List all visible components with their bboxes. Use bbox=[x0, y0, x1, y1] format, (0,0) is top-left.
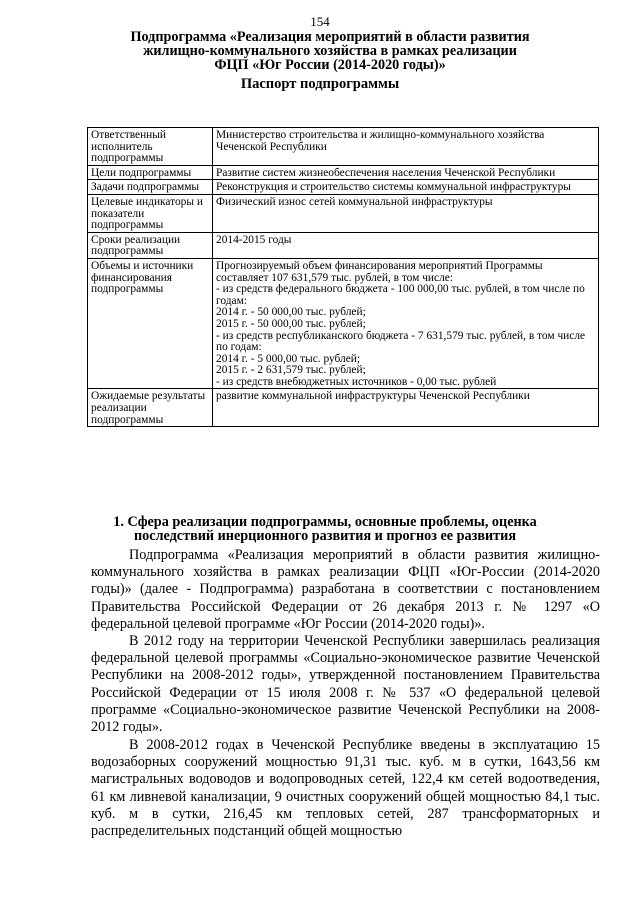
section-heading-line-1: 1. Сфера реализации подпрограммы, основные проблемы, оценка bbox=[113, 514, 537, 530]
row-value bbox=[213, 165, 599, 180]
table-row bbox=[88, 389, 599, 427]
paragraph-text: В 2008-2012 годах в Чеченской Республике введены в эксплуатацию 15 водозаборных сооружений мощностью 91,31 тыс. куб. м в сутки, 1643,56 км магистральных водоводов и водопроводных сетей, 122,4 км сетей водоотведения, 61 км ливневой канализации, 9 очистных сооружений общей мощностью 84,1 тыс. куб. м в сутки, 216,45 км тепловых сетей, 287 трансформаторных и распределительных подстанций общей мощностью bbox=[91, 737, 600, 840]
table-row bbox=[88, 128, 599, 166]
row-value-line: 2015 г. - 2 631,579 тыс. рублей; bbox=[216, 364, 366, 377]
row-value bbox=[213, 258, 599, 389]
row-label: Объемы и источники финансирования подпрограммы bbox=[88, 258, 213, 389]
row-value-line: - из средств республиканского бюджета - 7 631,579 тыс. рублей, в том числе по годам: bbox=[216, 329, 586, 354]
table-row bbox=[88, 165, 599, 180]
passport-title: Паспорт подпрограммы bbox=[240, 76, 400, 92]
row-label: Сроки реализации подпрограммы bbox=[88, 232, 213, 258]
row-value-line: Развитие систем жизнеобеспечения населения Чеченской Республики bbox=[216, 166, 556, 179]
row-label: Ответственный исполнитель подпрограммы bbox=[88, 128, 213, 166]
row-value bbox=[213, 128, 599, 166]
page-number: 154 bbox=[310, 14, 330, 29]
table-row bbox=[88, 232, 599, 258]
row-label: Задачи подпрограммы bbox=[88, 180, 213, 195]
subprogram-title-line-3: ФЦП «Юг России (2014-2020 годы)» bbox=[214, 57, 446, 73]
table-row bbox=[88, 180, 599, 195]
row-value-line: Реконструкция и строительство системы коммунальной инфраструктуры bbox=[216, 181, 571, 194]
row-value bbox=[213, 180, 599, 195]
row-value-line: Министерство строительства и жилищно-коммунального хозяйства Чеченской Республики bbox=[216, 129, 545, 153]
body-paragraph-3 bbox=[91, 737, 600, 840]
row-value-line: 2015 г. - 50 000,00 тыс. рублей; bbox=[216, 317, 366, 330]
row-value bbox=[213, 389, 599, 427]
passport-table bbox=[87, 127, 599, 427]
row-value bbox=[213, 194, 599, 232]
body-paragraph-1 bbox=[91, 547, 600, 633]
section-heading bbox=[95, 515, 555, 543]
row-value-line: 2014-2015 годы bbox=[216, 233, 292, 246]
row-value-line: 2014 г. - 50 000,00 тыс. рублей; bbox=[216, 306, 366, 319]
row-value bbox=[213, 232, 599, 258]
row-label: Ожидаемые результаты реализации подпрограммы bbox=[88, 389, 213, 427]
row-value-line: развитие коммунальной инфраструктуры Чеченской Республики bbox=[216, 390, 530, 403]
subprogram-title-line-1: Подпрограмма «Реализация мероприятий в области развития bbox=[130, 29, 530, 45]
row-label: Цели подпрограммы bbox=[88, 165, 213, 180]
subprogram-title bbox=[90, 30, 570, 72]
table-row bbox=[88, 194, 599, 232]
paragraph-text: В 2012 году на территории Чеченской Республики завершилась реализация федеральной целевой программы «Социально-экономическое развитие Чеченской Республики на 2008-2012 годы», утвержденной постановлением Правительства Российской Федерации от 15 июля 2008 г. № 537 «О федеральной целевой программе «Социально-экономическое развитие Чеченской Республики на 2008-2012 годы». bbox=[91, 633, 600, 736]
paragraph-text: Подпрограмма «Реализация мероприятий в области развития жилищно-коммунального хозяйства в рамках реализации ФЦП «Юг-России (2014-2020 годы)» (далее - Подпрограмма) разработана в соответствии с постановлением Правительства Российской Федерации от 26 декабря 2013 г. № 1297 «О федеральной целевой программе «Юг России (2014-2020 годы)». bbox=[91, 547, 600, 632]
row-value-line: Физический износ сетей коммунальной инфраструктуры bbox=[216, 195, 493, 208]
body-paragraph-2 bbox=[91, 633, 600, 736]
row-value-line: - из средств внебюджетных источников - 0,00 тыс. рублей bbox=[216, 375, 497, 388]
row-value-line: - из средств федерального бюджета - 100 000,00 тыс. рублей, в том числе по годам: bbox=[216, 283, 585, 307]
section-heading-line-2: последствий инерционного развития и прогноз ее развития bbox=[134, 528, 516, 544]
row-value-line: Прогнозируемый объем финансирования мероприятий Программы составляет 107 631,579 тыс. рублей, в том числе: bbox=[216, 259, 543, 284]
subprogram-title-line-2: жилищно-коммунального хозяйства в рамках реализации bbox=[143, 43, 517, 59]
table-row bbox=[88, 258, 599, 389]
row-label: Целевые индикаторы и показатели подпрограммы bbox=[88, 194, 213, 232]
row-value-line: 2014 г. - 5 000,00 тыс. рублей; bbox=[216, 352, 361, 365]
